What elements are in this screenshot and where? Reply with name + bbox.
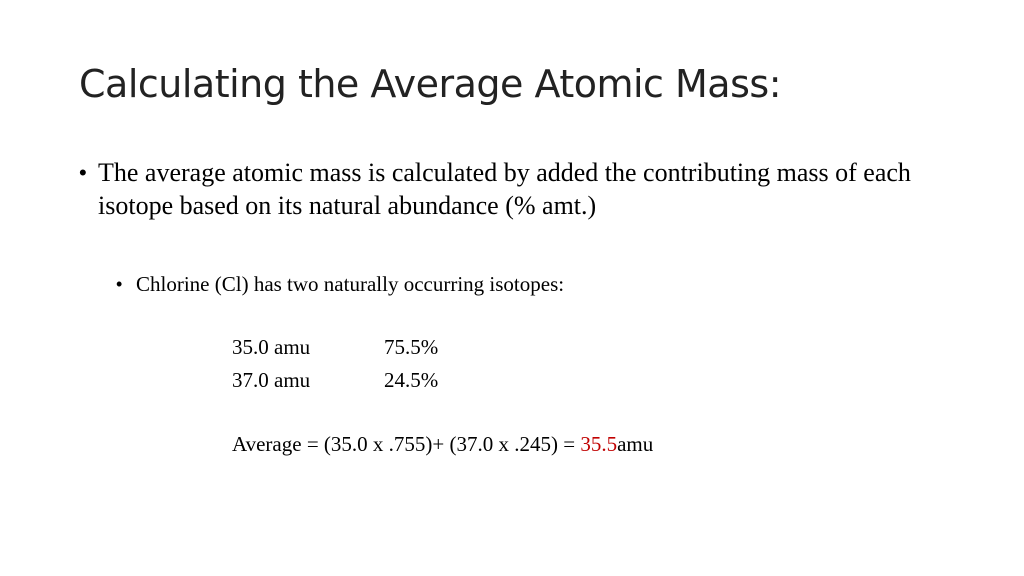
isotope-mass: 37.0 amu — [232, 368, 311, 392]
isotope-mass: 35.0 amu — [232, 335, 311, 359]
isotope-row — [232, 364, 438, 397]
bullet-main-text: The average atomic mass is calculated by added the contributing mass of each isotope based on its natural abundance (% amt.) — [98, 158, 911, 220]
bullet-sub-dot-icon: • — [116, 274, 123, 294]
bullet-sub — [116, 270, 916, 298]
slide-title: Calculating the Average Atomic Mass: — [79, 62, 781, 106]
average-unit: amu — [617, 432, 654, 456]
bullet-main — [79, 156, 979, 222]
isotope-abundance: 24.5% — [384, 368, 439, 392]
isotope-row — [232, 331, 438, 364]
average-expression: Average = (35.0 x .755)+ (37.0 x .245) = — [232, 432, 581, 456]
isotope-table — [232, 331, 438, 397]
isotope-abundance: 75.5% — [384, 335, 439, 359]
bullet-sub-text: Chlorine (Cl) has two naturally occurring isotopes: — [136, 272, 565, 296]
average-calculation — [232, 430, 653, 458]
bullet-dot-icon: • — [79, 160, 87, 185]
average-result: 35.5 — [580, 432, 618, 456]
